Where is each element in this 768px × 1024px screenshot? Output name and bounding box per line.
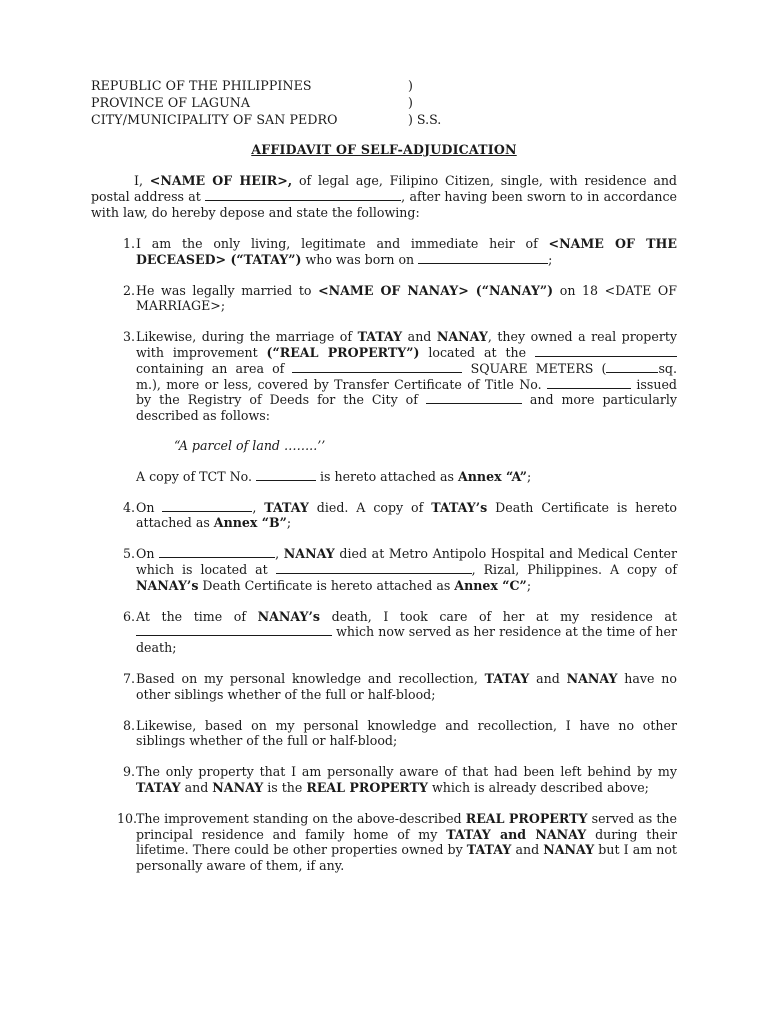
- list-item: [91, 671, 677, 703]
- item-number: 4.: [123, 499, 136, 515]
- item-text: Likewise, during the marriage of TATAY and NANAY, they owned a real property with improvement (“REAL PROPERTY”) located at the containing an area of SQUARE METERS ( sq. m.), more or less, covered by Transfer Certificate of Title No. issued by the Registry of Deeds for the City of and more particularly described as follows: “A parcel of land ……..’’ A copy of TCT No. is hereto attached as Annex “A”;: [136, 329, 678, 484]
- tct-copy-blank[interactable]: [256, 469, 316, 481]
- list-item: [91, 811, 677, 874]
- property-description-quote: “A parcel of land ……..’’: [174, 437, 326, 453]
- item-text: The only property that I am personally aware of that had been left behind by my TATAY and NANAY is the REAL PROPERTY which is already described above;: [136, 764, 677, 795]
- item-text: On , TATAY died. A copy of TATAY’s Death Certificate is hereto attached as Annex “B”;: [136, 499, 677, 531]
- venue-republic: REPUBLIC OF THE PHILIPPINES: [91, 78, 312, 93]
- venue-city: CITY/MUNICIPALITY OF SAN PEDRO: [91, 112, 338, 127]
- item-number: 8.: [123, 717, 136, 733]
- item-text: At the time of NANAY’s death, I took care of her at my residence at which now served as her residence at the time of her death;: [136, 608, 677, 656]
- item-number: 6.: [123, 608, 136, 624]
- item-text: Based on my personal knowledge and recollection, TATAY and NANAY have no other siblings whether of the full or half-blood;: [136, 670, 677, 702]
- item-text: On , NANAY died at Metro Antipolo Hospital and Medical Center which is located at , Rizal, Philippines. A copy of NANAY’s Death Certificate is hereto attached as Annex “C”;: [136, 546, 678, 593]
- death-date-blank[interactable]: [162, 500, 252, 512]
- location-blank[interactable]: [535, 345, 677, 357]
- item-number: 5.: [123, 546, 136, 562]
- list-item: [91, 764, 677, 796]
- death-date-blank[interactable]: [159, 546, 275, 558]
- list-item: [91, 718, 677, 750]
- item-text: The improvement standing on the above-described REAL PROPERTY served as the principal residence and family home of my TATAY and NANAY during their lifetime. There could be other properties owned by TATAY and NANAY but I am not personally aware of them, if any.: [136, 810, 677, 874]
- venue-ss: ) S.S.: [408, 112, 442, 127]
- tct-number-blank[interactable]: [547, 377, 631, 389]
- venue-block: [91, 78, 511, 129]
- address-blank[interactable]: [205, 189, 401, 201]
- birth-date-blank[interactable]: [418, 252, 548, 264]
- annex-a-line: A copy of TCT No. is hereto attached as Annex “A”;: [136, 468, 532, 484]
- venue-province: PROVINCE OF LAGUNA: [91, 95, 251, 110]
- list-item: [91, 500, 677, 532]
- list-item: [91, 283, 677, 315]
- list-item: [91, 329, 677, 499]
- item-number: 10.: [117, 810, 138, 826]
- item-number: 9.: [123, 764, 136, 780]
- list-item: [91, 609, 677, 656]
- area-blank[interactable]: [292, 361, 462, 373]
- item-text: I am the only living, legitimate and immediate heir of <NAME OF THE DECEASED> (“TATAY”) who was born on ;: [136, 236, 677, 267]
- heir-placeholder: <NAME OF HEIR>,: [149, 173, 293, 188]
- item-number: 3.: [123, 329, 136, 345]
- venue-paren: ): [408, 95, 413, 110]
- numbered-statements: [91, 236, 677, 889]
- item-number: 2.: [123, 282, 136, 298]
- venue-row: [91, 112, 511, 129]
- venue-row: [91, 78, 511, 95]
- list-item: [91, 546, 677, 593]
- venue-row: [91, 95, 511, 112]
- item-number: 7.: [123, 670, 136, 686]
- item-text: Likewise, based on my personal knowledge and recollection, I have no other siblings whether of the full or half-blood;: [136, 717, 677, 749]
- sqm-blank[interactable]: [606, 361, 658, 373]
- intro-paragraph: I, <NAME OF HEIR>, of legal age, Filipino Citizen, single, with residence and postal address at , after having been sworn to in accordance with law, do hereby depose and state the following:: [91, 173, 677, 220]
- list-item: [91, 236, 677, 268]
- hospital-address-blank[interactable]: [276, 562, 472, 574]
- document-title: AFFIDAVIT OF SELF-ADJUDICATION: [251, 142, 517, 157]
- city-blank[interactable]: [426, 392, 522, 404]
- venue-paren: ): [408, 78, 413, 93]
- item-number: 1.: [123, 236, 136, 251]
- item-text: He was legally married to <NAME OF NANAY> (“NANAY”) on 18 <DATE OF MARRIAGE>;: [136, 282, 677, 314]
- residence-blank[interactable]: [136, 624, 332, 636]
